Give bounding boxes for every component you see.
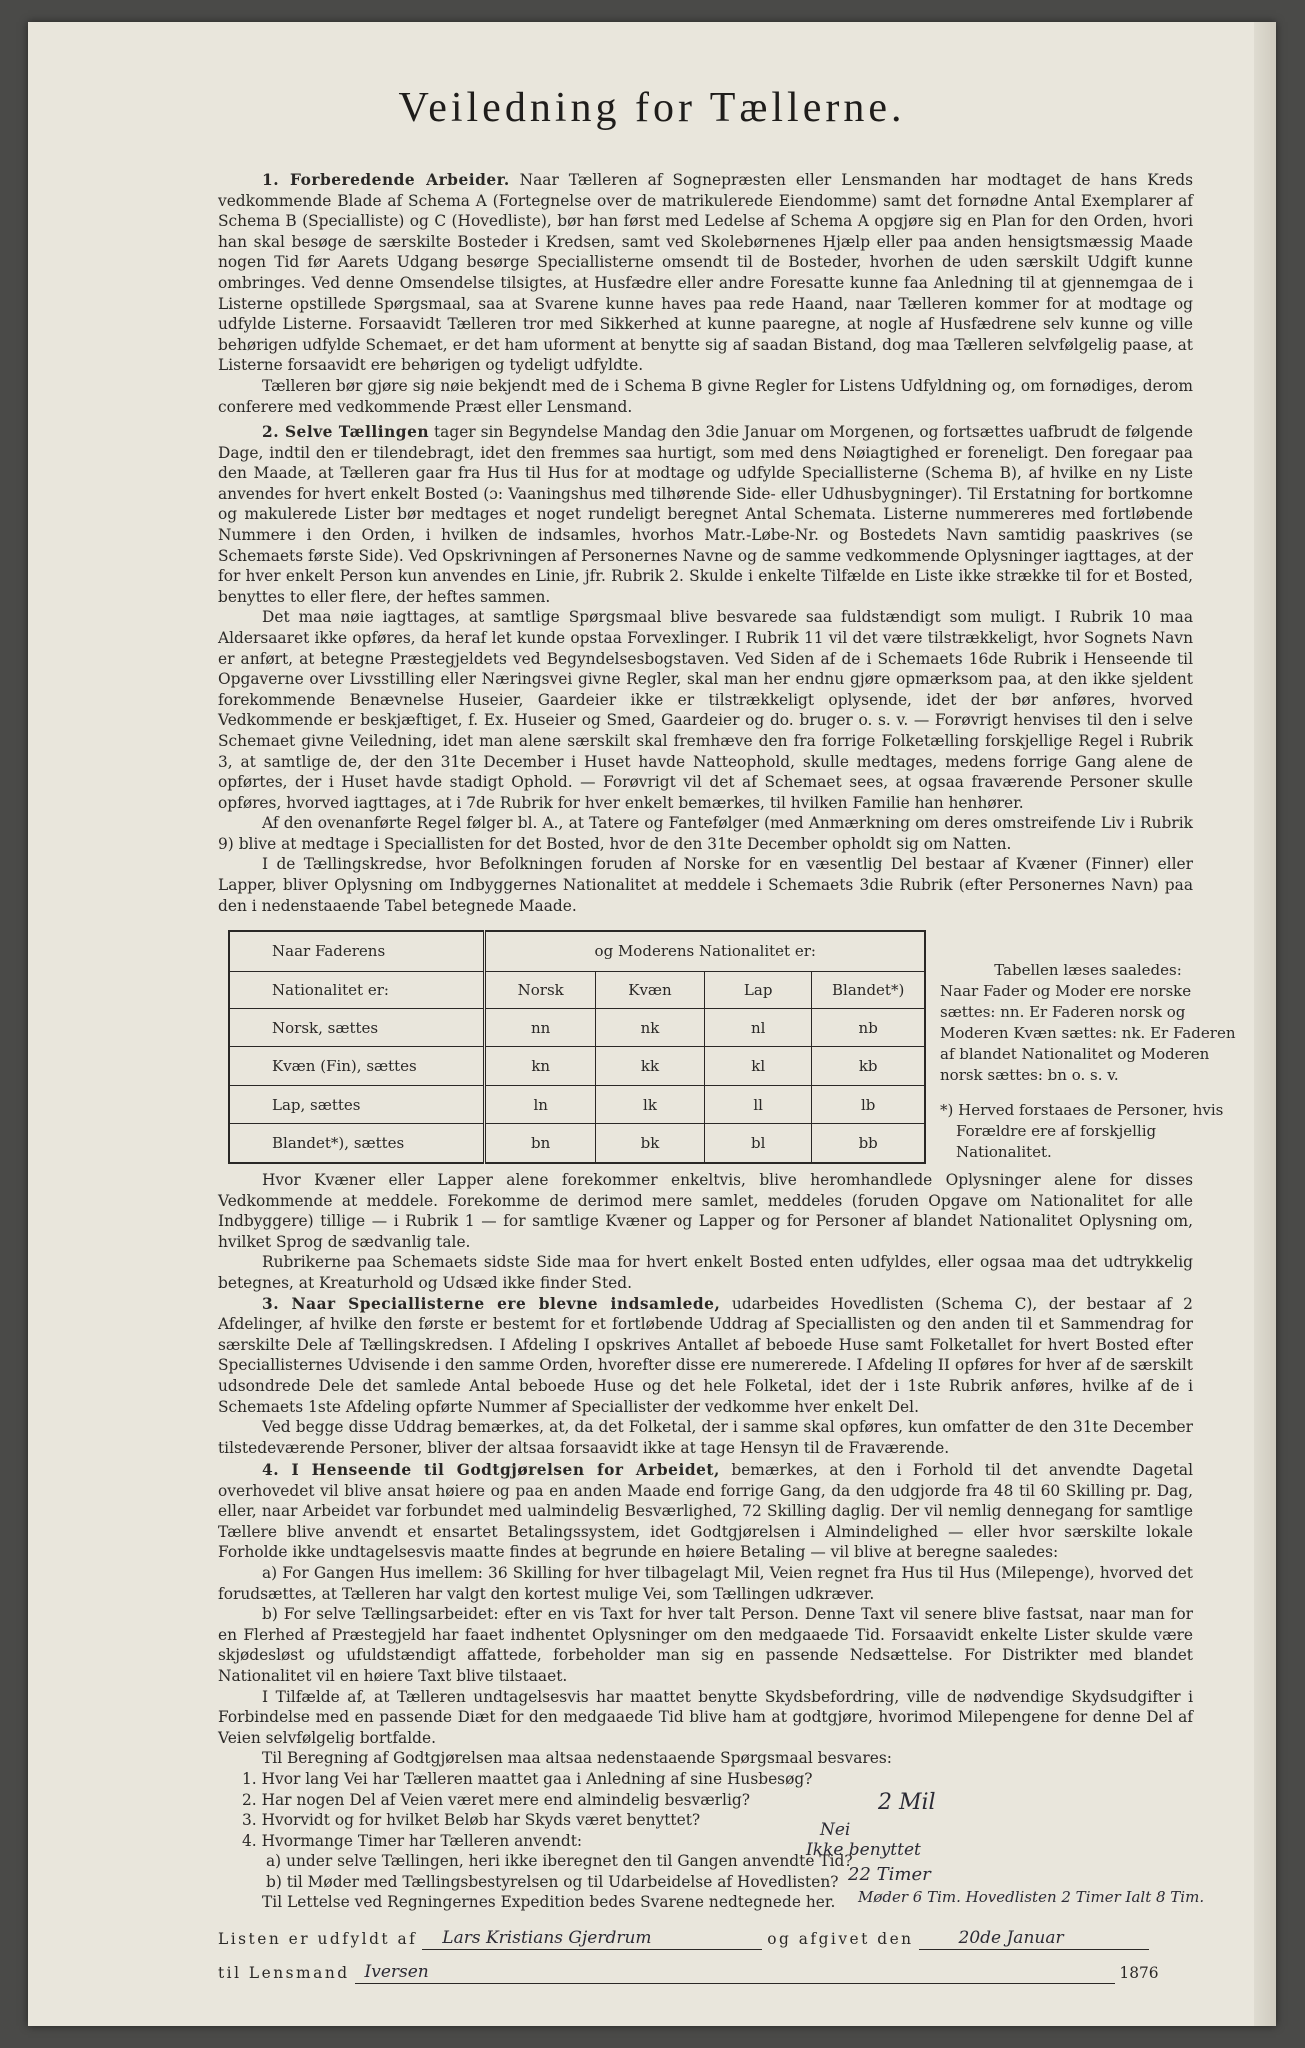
census-instruction-page bbox=[28, 22, 1276, 2026]
table-explanation bbox=[940, 960, 1236, 1163]
table-cell: ll bbox=[705, 1085, 812, 1123]
row-label: Blandet*), sættes bbox=[229, 1124, 485, 1163]
table-cell: nb bbox=[812, 1009, 925, 1047]
section-4-p2: I Tilfælde af, at Tælleren undtagelsesvis har maattet benytte Skydsbefordring, ville de nødvendige Skydsudgifter i Forbindelse med en passende Diæt for den medgaaede Tid blive ham at godtgjøre, hvorimod Milepengene for denne Del af Veien selvfølgelig bortfalde. bbox=[218, 1687, 1193, 1747]
question-2: 2. Har nogen Del af Veien været mere end almindelig besværlig? bbox=[242, 1790, 750, 1809]
table-cell: nk bbox=[595, 1009, 704, 1047]
col-header-lap: Lap bbox=[705, 971, 812, 1008]
section-3-body: udarbeides Hovedlisten (Schema C), der bestaar af 2 Afdelinger, af hvilke den første er bestemt for et fortløbende Uddrag af Speciallisten og den anden til et Sammendrag for særskilte Dele af Tællingskredsen. I Afdeling I opskrives Antallet af beboede Huse samt Folketallet for hvert Bosted efter Speciallisternes Udvisende i den samme Orden, hvorefter disse ere numererede. I Afdeling II opføres for hver af de særskilt udsondrede Dele det samlede Antal beboede Huse og det hele Folketal, idet der i 1ste Rubrik anføres, hvilke af de i Schemaets 1ste Afdeling opførte Nummer af Speciallister der vedkomme hver enkelt Del. bbox=[218, 1294, 1193, 1416]
section-2-p3: Af den ovenanførte Regel følger bl. A., at Tatere og Fantefølger (med Anmærkning om deres omstreifende Liv i Rubrik 9) blive at medtage i Speciallisten for det Bosted, hvor de den 31te December opholdt sig om Natten. bbox=[218, 814, 1193, 853]
question-1: 1. Hvor lang Vei har Tælleren maattet gaa i Anledning af sine Husbesøg? bbox=[242, 1769, 813, 1788]
row-label: Norsk, sættes bbox=[229, 1009, 485, 1047]
lensmand-field bbox=[355, 1962, 1115, 1984]
table-row bbox=[229, 1009, 925, 1047]
section-3-p2: Ved begge disse Uddrag bemærkes, at, da det Folketal, der i samme skal opføres, kun omfatter de den 31te December tilstedeværende Personer, bliver der altsaa forsaavidt ikke at tage Hensyn til de Fraværende. bbox=[218, 1418, 1193, 1457]
table-cell: lb bbox=[812, 1085, 925, 1123]
mother-header: og Moderens Nationalitet er: bbox=[485, 931, 925, 971]
after-table-p2: Rubrikerne paa Schemaets sidste Side maa for hvert enkelt Bosted enten udfyldes, eller ogsaa maa det udtrykkelig betegnes, at Kreaturhold og Udsæd ikke finder Sted. bbox=[218, 1253, 1193, 1292]
filled-by-label: Listen er udfyldt af bbox=[218, 1930, 418, 1948]
col-header-kvaen: Kvæn bbox=[595, 971, 704, 1008]
nationality-table bbox=[228, 930, 926, 1164]
section-3 bbox=[218, 1170, 1193, 1458]
section-4-p3: Til Beregning af Godtgjørelsen maa altsaa nedenstaaende Spørgsmaal besvares: bbox=[262, 1749, 892, 1768]
lensmand-line bbox=[218, 1962, 1218, 1984]
question-4b: b) til Møder med Tællingsbestyrelsen og til Udarbeidelse af Hovedlisten? bbox=[266, 1872, 839, 1891]
table-cell: kb bbox=[812, 1047, 925, 1085]
table-explanation-text: Naar Fader og Moder ere norske sættes: nn. Er Faderen norsk og Moderen Kvæn sættes: nk. Er Faderen af blandet Nationalitet og Moderen norsk sættes: bn o. s. v. bbox=[940, 982, 1236, 1084]
section-4-body: bemærkes, at den i Forhold til det anvendte Dagetal overhovedet vil blive ansat høiere og paa en anden Maade end forrige Gang, da den udgjorde fra 48 til 60 Skilling pr. Dag, eller, naar Arbeidet var forbundet med ualmindelig Besværlighed, 72 Skilling daglig. Der vil nemlig dennegang for samtlige Tællere blive anvendt et ensartet Betalingssystem, idet Godtgjørelsen i Almindelighed — eller hvor særskilte lokale Forholde ikke undtagelsesvis maatte findes at begrunde en høiere Betaling — vil blive at beregne saaledes: bbox=[218, 1461, 1193, 1562]
row-label: Kvæn (Fin), sættes bbox=[229, 1047, 485, 1085]
father-header-1: Naar Faderens bbox=[229, 931, 485, 971]
table-cell: kl bbox=[705, 1047, 812, 1085]
table-cell: ln bbox=[485, 1085, 595, 1123]
lensmand-handwritten: Iversen bbox=[364, 1962, 429, 1982]
after-table-p1: Hvor Kvæner eller Lapper alene forekommer enkeltvis, blive heromhandlede Oplysninger alene for disses Vedkommende at meddele. Forekomme de derimod mere samlet, meddeles (foruden Opgave om Nationalitet for alle Indbyggere) tillige — i Rubrik 1 — for samtlige Kvæner og Lapper og for Personer af blandet Nationalitet Oplysning om, hvilket Sprog de sædvanlig tale. bbox=[218, 1171, 1193, 1251]
date-handwritten: 20de Januar bbox=[958, 1928, 1064, 1948]
lensmand-label: til Lensmand bbox=[218, 1964, 350, 1982]
col-header-norsk: Norsk bbox=[485, 971, 595, 1008]
table-cell: bn bbox=[485, 1124, 595, 1163]
page-title: Veiledning for Tællerne. bbox=[398, 85, 906, 131]
section-1-p2: Tælleren bør gjøre sig nøie bekjendt med de i Schema B givne Regler for Listens Udfyldning og, om fornødiges, derom conferere med vedkommende Præst eller Lensmand. bbox=[218, 376, 1193, 416]
question-3: 3. Hvorvidt og for hvilket Beløb har Skyds været benyttet? bbox=[242, 1811, 701, 1830]
answer-4b-handwritten: Møder 6 Tim. Hovedlisten 2 Timer Ialt 8 Tim. bbox=[858, 1888, 1205, 1906]
answer-4a-handwritten: 22 Timer bbox=[848, 1864, 931, 1885]
section-4-b: b) For selve Tællingsarbeidet: efter en vis Taxt for hver talt Person. Denne Taxt vil senere blive fastsat, naar man for en Flerhed af Præstegjeld har faaet indhentet Oplysninger om den medgaaede Tid. Forsaavidt enkelte Lister skulde være skjødesløst og ufuldstændigt affattede, forbeholder man sig en passende Nedsættelse. For Distrikter med blandet Nationalitet vil en høiere Taxt blive tilstaaet. bbox=[218, 1605, 1193, 1685]
table-row bbox=[229, 1085, 925, 1123]
table-cell: bk bbox=[595, 1124, 704, 1163]
section-1 bbox=[218, 170, 1193, 417]
filled-by-field bbox=[422, 1928, 762, 1950]
section-4-p4: Til Lettelse ved Regningernes Expedition bedes Svarene nedtegnede her. bbox=[262, 1893, 836, 1912]
table-footnote: *) Herved forstaaes de Personer, hvis Forældre ere af forskjellig Nationalitet. bbox=[940, 1101, 1224, 1161]
section-3-heading: 3. Naar Speciallisterne ere blevne indsamlede, bbox=[262, 1294, 721, 1313]
question-4: 4. Hvormange Timer har Tælleren anvendt: bbox=[242, 1831, 583, 1850]
table-row bbox=[229, 1047, 925, 1085]
table-cell: nl bbox=[705, 1009, 812, 1047]
table-row bbox=[229, 1124, 925, 1163]
section-4-heading: 4. I Henseende til Godtgjørelsen for Arbeidet, bbox=[262, 1461, 720, 1479]
table-cell: lk bbox=[595, 1085, 704, 1123]
father-header-2: Nationalitet er: bbox=[229, 971, 485, 1008]
page-edge bbox=[1254, 22, 1276, 2026]
section-2-body: tager sin Begyndelse Mandag den 3die Januar om Morgenen, og fortsættes uafbrudt de følgende Dage, indtil den er tilendebragt, idet den fremmes saa hurtigt, som med dens Nøiagtighed er foreneligt. Den foregaar paa den Maade, at Tælleren gaar fra Hus til Hus for at modtage og udfylde Speciallisterne (Schema B), af hvilke en ny Liste anvendes for hvert enkelt Bosted (ɔ: Vaaningshus med tilhørende Side- eller Udhusbygninger). Til Erstatning for bortkomne og makulerede Lister bør medtages et noget rundeligt beregnet Antal Schemata. Listerne nummereres med fortløbende Nummere i den Orden, i hvilken de indsamles, hvorhos Matr.-Løbe-Nr. og Bostedets Navn samtidig paaskrives (se Schemaets første Side). Ved Opskrivningen af Personernes Navne og de samme vedkommende Oplysninger iagttages, at der for hver enkelt Person kun anvendes en Linie, jfr. Rubrik 2. Skulde i enkelte Tilfælde en Liste ikke strække til for et Bosted, benyttes to eller flere, der heftes sammen. bbox=[218, 423, 1194, 606]
row-label: Lap, sættes bbox=[229, 1085, 485, 1123]
answer-3-handwritten: Ikke benyttet bbox=[806, 1840, 921, 1860]
date-field bbox=[919, 1928, 1149, 1950]
table-cell: bb bbox=[812, 1124, 925, 1163]
section-2 bbox=[218, 422, 1193, 916]
question-4a: a) under selve Tællingen, heri ikke iberegnet den til Gangen anvendte Tid? bbox=[266, 1852, 853, 1871]
year-label: 1876 bbox=[1119, 1964, 1159, 1982]
table-cell: nn bbox=[485, 1009, 595, 1047]
table-cell: kn bbox=[485, 1047, 595, 1085]
section-2-p2: Det maa nøie iagttages, at samtlige Spørgsmaal blive besvarede saa fuldstændigt som muligt. I Rubrik 10 maa Aldersaaret ikke opføres, da heraf let kunde opstaa Forvexlinger. I Rubrik 11 vil det være tilstrækkeligt, hvor Sognets Navn er anført, at betegne Præstegjeldets ved Begyndelsesbogstaven. Ved Siden af de i Schemaets 16de Rubrik i Henseende til Opgaverne over Livsstilling eller Næringsvei givne Regler, skal man her endnu gjøre opmærksom paa, at den ikke sjeldent forekommende Benævnelse Huseier, Gaardeier ikke er tilstrækkeligt oplysende, idet der bør anføres, hvorved Vedkommende er beskjæftiget, f. Ex. Huseier og Smed, Gaardeier og do. bruger o. s. v. — Forøvrigt henvises til den i selve Schemaet givne Veiledning, idet man alene særskilt skal fremhæve den fra forrige Folketælling forskjellige Regel i Rubrik 3, at samtlige de, der den 31te December i Huset havde Natteophold, skulle medtages, medens forrige Gang alene de opførtes, der i Huset havde stadigt Ophold. — Forøvrigt vil det af Schemaet sees, at ogsaa fraværende Personer skulle opføres, hvorved iagttages, at i 7de Rubrik for hver enkelt bemærkes, til hvilken Familie han henhører. bbox=[218, 608, 1193, 812]
section-2-p4: I de Tællingskredse, hvor Befolkningen foruden af Norske for en væsentlig Del bestaar af Kvæner (Finner) eller Lapper, bliver Oplysning om Indbyggernes Nationalitet at meddele i Schemaets 3die Rubrik (efter Personernes Navn) paa den i nedenstaaende Tabel betegnede Maade. bbox=[218, 855, 1193, 915]
section-2-heading: 2. Selve Tællingen bbox=[262, 423, 430, 441]
answer-2-handwritten: Nei bbox=[820, 1820, 851, 1840]
table-cell: bl bbox=[705, 1124, 812, 1163]
table-explanation-heading: Tabellen læses saaledes: bbox=[994, 961, 1182, 979]
section-1-body: Naar Tælleren af Sognepræsten eller Lensmanden har modtaget de hans Kreds vedkommende Blade af Schema A (Fortegnelse over de matrikulerede Eiendomme) samt det fornødne Antal Exemplarer af Schema B (Specialliste) og C (Hovedliste), bør han først med Ledelse af Schema A opgjøre sig en Plan for den Orden, hvori han skal besøge de særskilte Bosteder i Kredsen, samt ved Skolebørnenes Hjælp eller paa anden hensigtsmæssig Maade nogen Tid før Aarets Udgang besørge Speciallisterne omsendt til de Bosteder, hvorhen de uden særskilt Udgift kunne ombringes. Ved denne Omsendelse tilsigtes, at Husfædre eller andre Foresatte kunne faa Anledning til at gjennemgaa de i Listerne opstillede Spørgsmaal, saa at Svarene kunne haves paa rede Haand, naar Tælleren kommer for at modtage og udfylde Listerne. Forsaavidt Tælleren tror med Sikkerhed at kunne paaregne, at nogle af Husfædrene selv kunne og ville behørigen udfylde Schemaet, er det ham uforment at benytte sig af saadan Bistand, dog maa Tælleren selvfølgelig paase, at Listerne forsaavidt ere behørigen og tydeligt udfyldte. bbox=[218, 171, 1193, 375]
filled-by-line bbox=[218, 1928, 1218, 1950]
answer-1-handwritten: 2 Mil bbox=[878, 1790, 936, 1815]
filled-by-handwritten: Lars Kristians Gjerdrum bbox=[442, 1928, 652, 1948]
section-1-heading: 1. Forberedende Arbeider. bbox=[262, 171, 510, 189]
section-4-a: a) For Gangen Hus imellem: 36 Skilling for hver tilbagelagt Mil, Veien regnet fra Hus til Hus (Milepenge), hvorved det forudsættes, at Tælleren har valgt den kortest mulige Vei, som Tællingen udkræver. bbox=[218, 1563, 1193, 1603]
section-4 bbox=[218, 1460, 1193, 1913]
table-cell: kk bbox=[595, 1047, 704, 1085]
col-header-blandet: Blandet*) bbox=[812, 971, 925, 1008]
delivered-label: og afgivet den bbox=[767, 1930, 914, 1948]
